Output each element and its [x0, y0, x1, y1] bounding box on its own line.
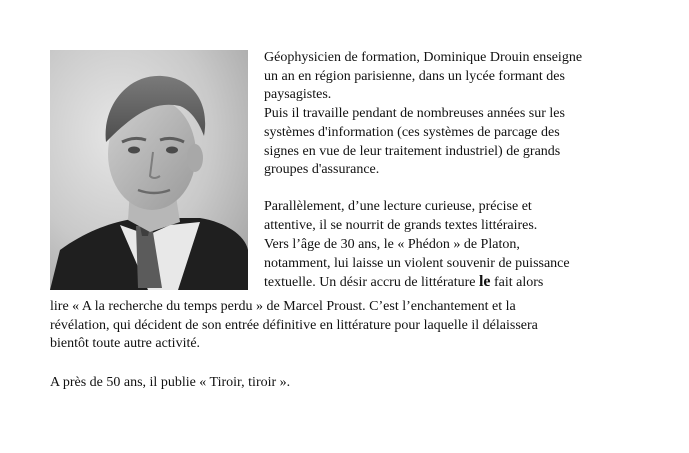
bio-line-end: fait alors — [490, 275, 544, 291]
bio-line — [264, 273, 668, 293]
bio-text-right-column — [264, 49, 668, 293]
bio-line: Géophysicien de formation, Dominique Drouin enseigne — [264, 50, 583, 65]
paragraph-gap — [264, 180, 668, 199]
bio-paragraph-3 — [50, 374, 670, 393]
bio-line-start: textuelle. Un désir accru de littérature — [264, 275, 479, 291]
bio-line: Puis il travaille pendant de nombreuses années sur les — [264, 106, 565, 122]
bio-line: un an en région parisienne, dans un lycée formant des — [264, 68, 565, 84]
bio-line: Parallèlement, d’une lecture curieuse, précise et — [264, 199, 532, 215]
bio-line: groupes d'assurance. — [264, 162, 380, 178]
author-portrait — [50, 50, 248, 290]
bio-line: paysagistes. — [264, 87, 332, 103]
bio-line: A près de 50 ans, il publie « Tiroir, tiroir ». — [50, 375, 291, 390]
bio-line: systèmes d'information (ces systèmes de parcage des — [264, 124, 560, 140]
bio-line: attentive, il se nourrit de grands textes littéraires. — [264, 218, 538, 234]
bio-line: bientôt toute autre activité. — [50, 336, 201, 352]
bio-line: révélation, qui décident de son entrée définitive en littérature pour laquelle il délaissera — [50, 317, 538, 333]
bio-line: notamment, lui laisse un violent souvenir de puissance — [264, 255, 570, 271]
bio-paragraph-2 — [264, 198, 668, 293]
bio-line: lire « A la recherche du temps perdu » de Marcel Proust. C’est l’enchantement et la — [50, 299, 516, 314]
bio-line: Vers l’âge de 30 ans, le « Phédon » de Platon, — [264, 236, 520, 252]
bio-line: signes en vue de leur traitement industriel) de grands — [264, 143, 561, 159]
portrait-image — [50, 50, 248, 290]
emphasis-word: le — [478, 273, 491, 291]
bio-text-full-width — [50, 298, 670, 354]
bio-paragraph-1 — [264, 49, 668, 180]
